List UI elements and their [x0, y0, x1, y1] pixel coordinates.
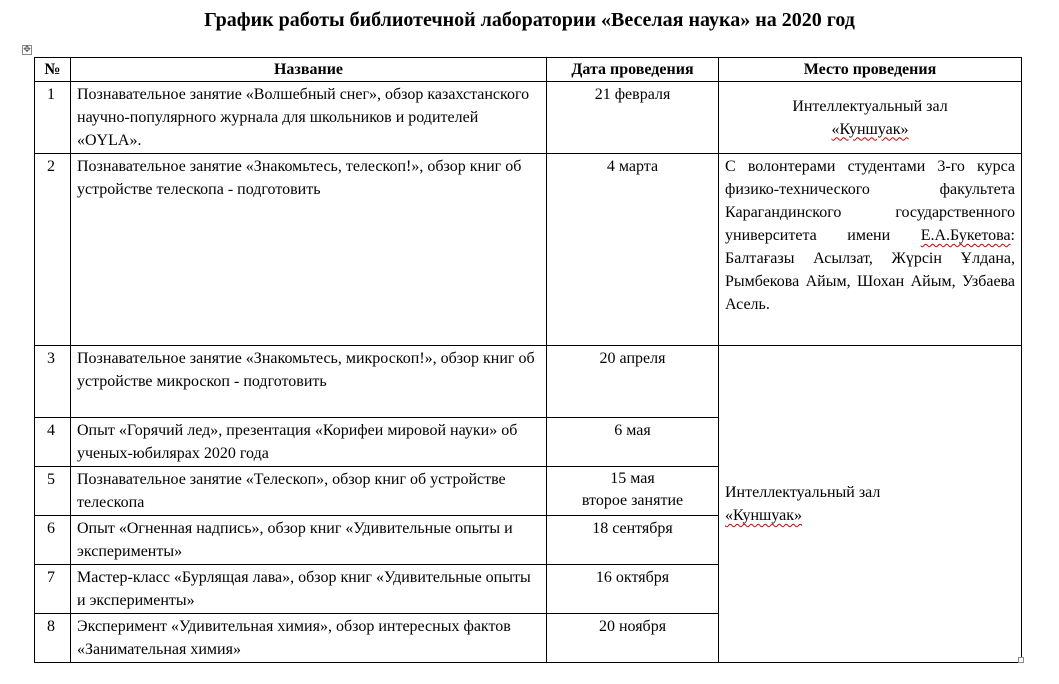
row-date: 18 сентября [547, 516, 719, 565]
place-hall-title: «Куншуак» [725, 507, 803, 524]
row-date: 4 марта [547, 154, 719, 346]
document-title: График работы библиотечной лаборатории «Веселая наука» на 2020 год [204, 9, 855, 31]
row-date-note: второе занятие [581, 492, 684, 509]
row-num: 2 [35, 154, 71, 346]
table-row [35, 82, 1022, 154]
row-num: 6 [35, 516, 71, 565]
header-date: Дата проведения [547, 58, 719, 82]
place-hall-title: «Куншуак» [831, 120, 909, 138]
row-date: 16 октября [547, 565, 719, 614]
row-place-merged [719, 346, 1022, 663]
row-name: Опыт «Огненная надпись», обзор книг «Удивительные опыты и эксперименты» [71, 516, 547, 565]
row-date: 20 ноября [547, 614, 719, 663]
row-place [719, 82, 1022, 154]
row-date: 20 апреля [547, 346, 719, 418]
table-header-row [35, 58, 1022, 82]
place-volunteers-part1: С волонтерами студентами 3-го курса физико-технического факультета Карагандинского государственного университета имени [725, 158, 1015, 244]
table-row [35, 154, 1022, 346]
row-num: 1 [35, 82, 71, 154]
header-place: Место проведения [719, 58, 1022, 82]
row-name: Мастер-класс «Бурлящая лава», обзор книг «Удивительные опыты и эксперименты» [71, 565, 547, 614]
place-hall-name: Интеллектуальный зал [792, 97, 948, 115]
place-volunteers-university: Е.А.Букетова [920, 227, 1011, 244]
resize-square-icon[interactable] [1018, 657, 1024, 663]
row-name: Эксперимент «Удивительная химия», обзор интересных фактов «Занимательная химия» [71, 614, 547, 663]
row-date [547, 467, 719, 516]
schedule-table [34, 57, 1022, 663]
row-num: 5 [35, 467, 71, 516]
move-cross-icon[interactable]: ✥ [23, 45, 31, 55]
header-name: Название [71, 58, 547, 82]
row-place [719, 154, 1022, 346]
row-date: 21 февраля [547, 82, 719, 154]
row-name: Познавательное занятие «Волшебный снег», обзор казахстанского научно-популярного журнала для школьников и родителей «OYLA». [71, 82, 547, 154]
row-name: Познавательное занятие «Знакомьтесь, микроскоп!», обзор книг об устройстве микроскоп - подготовить [71, 346, 547, 418]
row-name: Познавательное занятие «Знакомьтесь, телескоп!», обзор книг об устройстве телескопа - подготовить [71, 154, 547, 346]
row-date: 6 мая [547, 418, 719, 467]
place-volunteers-part2: : Балтағазы Асылзат, Жүрсін Ұлдана, Рымбекова Айым, Шохан Айым, Узбаева Асель. [725, 227, 1015, 313]
row-num: 4 [35, 418, 71, 467]
row-name: Познавательное занятие «Телескоп», обзор книг об устройстве телескопа [71, 467, 547, 516]
row-name: Опыт «Горячий лед», презентация «Корифеи мировой науки» об ученых-юбилярах 2020 года [71, 418, 547, 467]
row-num: 8 [35, 614, 71, 663]
row-num: 3 [35, 346, 71, 418]
row-date-main: 15 мая [610, 470, 655, 487]
row-num: 7 [35, 565, 71, 614]
header-num: № [35, 58, 71, 82]
table-row [35, 346, 1022, 418]
place-hall-name: Интеллектуальный зал [725, 484, 881, 501]
